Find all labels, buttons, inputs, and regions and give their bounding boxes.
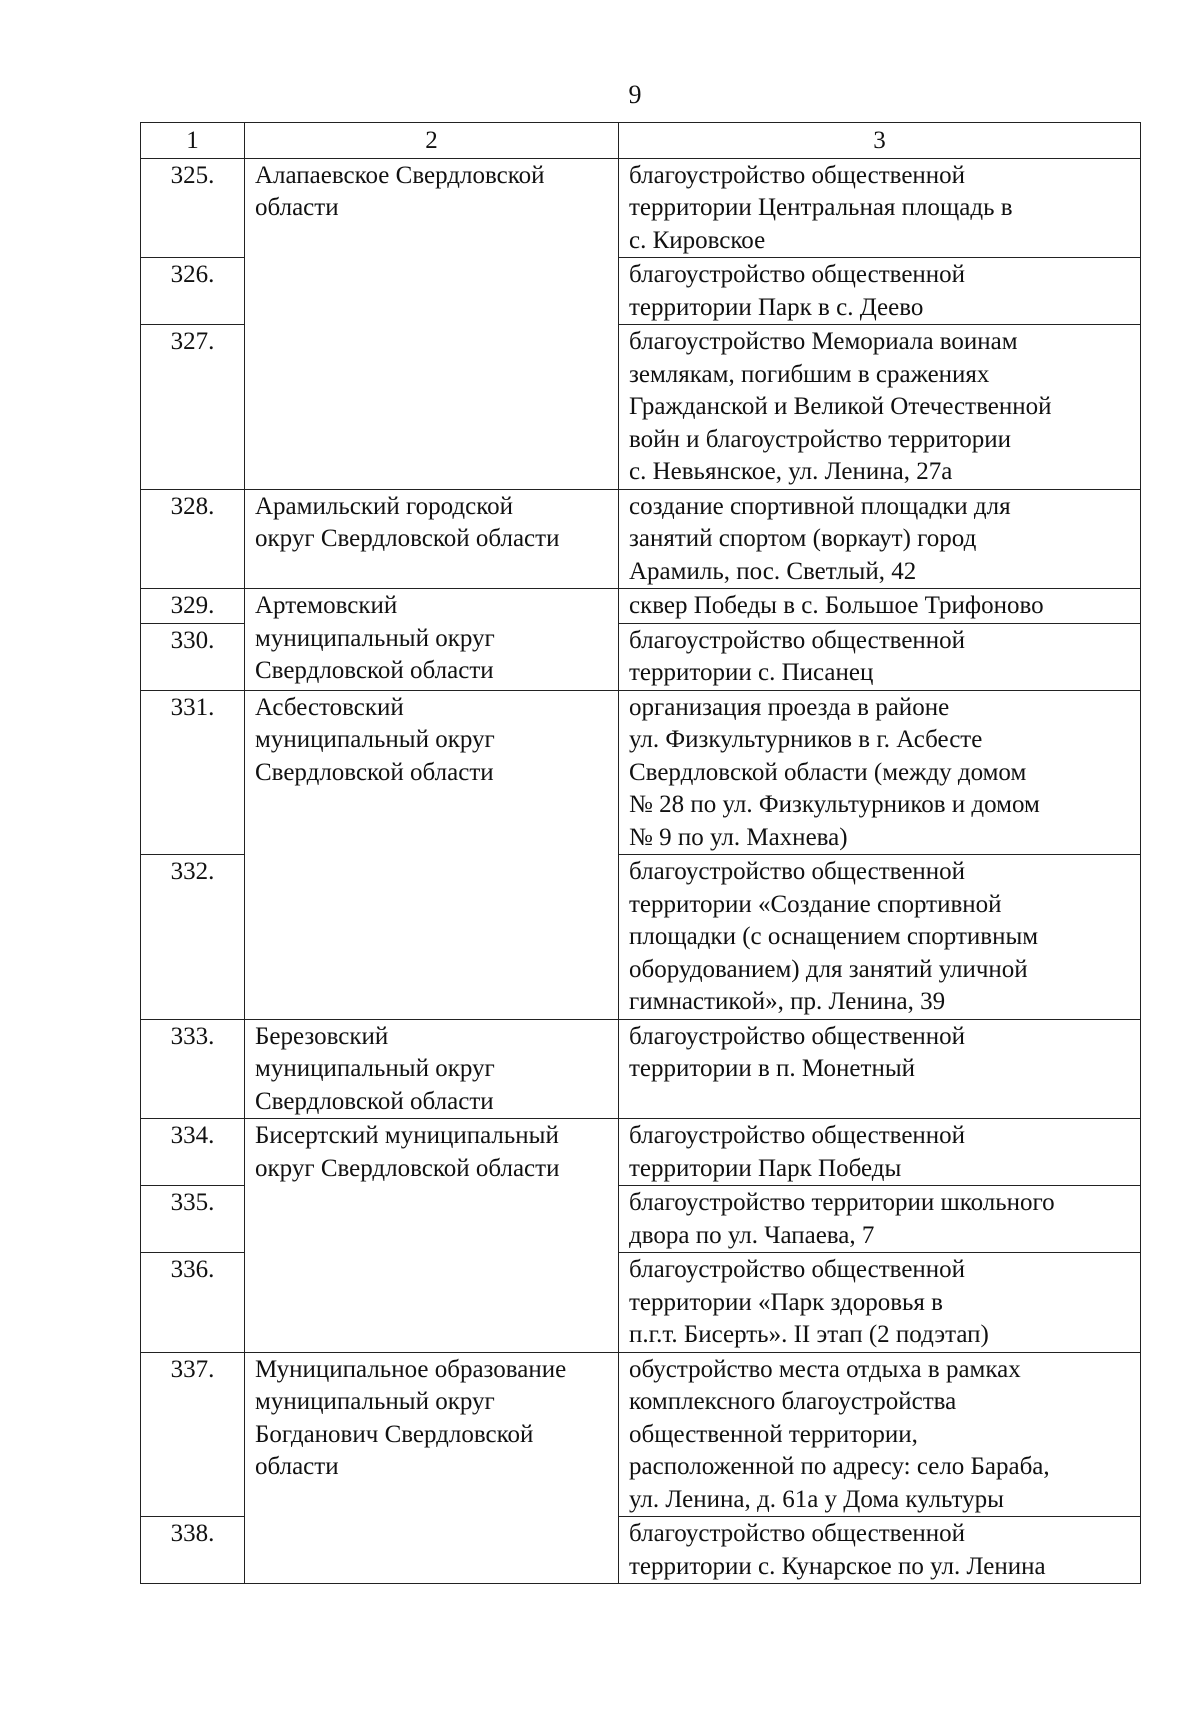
row-number: 329. — [141, 589, 245, 624]
column-header-2: 2 — [245, 123, 619, 159]
description-cell: благоустройство общественной территории Парк в с. Деево — [619, 258, 1141, 325]
table-row — [141, 489, 1141, 589]
header-row — [141, 123, 1141, 159]
projects-table — [140, 122, 1141, 1584]
description-cell: благоустройство общественной территории «Парк здоровья в п.г.т. Бисерть». II этап (2 подэтап) — [619, 1253, 1141, 1353]
row-number: 325. — [141, 158, 245, 258]
row-number: 332. — [141, 855, 245, 1020]
description-cell: благоустройство общественной территории в п. Монетный — [619, 1019, 1141, 1119]
table-row — [141, 1352, 1141, 1517]
row-number: 331. — [141, 690, 245, 855]
row-number: 335. — [141, 1186, 245, 1253]
row-number: 330. — [141, 623, 245, 690]
description-cell: создание спортивной площадки для занятий спортом (воркаут) город Арамиль, пос. Светлый, 42 — [619, 489, 1141, 589]
description-cell: благоустройство территории школьного двора по ул. Чапаева, 7 — [619, 1186, 1141, 1253]
municipality-cell: Бисертский муниципальный округ Свердловской области — [245, 1119, 619, 1353]
column-header-3: 3 — [619, 123, 1141, 159]
description-cell: благоустройство общественной территории Центральная площадь в с. Кировское — [619, 158, 1141, 258]
municipality-cell: Артемовский муниципальный округ Свердловской области — [245, 589, 619, 691]
row-number: 328. — [141, 489, 245, 589]
description-cell: организация проезда в районе ул. Физкультурников в г. Асбесте Свердловской области (между домом № 28 по ул. Физкультурников и домом № 9 по ул. Махнева) — [619, 690, 1141, 855]
municipality-cell: Муниципальное образование муниципальный округ Богданович Свердловской области — [245, 1352, 619, 1584]
municipality-cell: Асбестовский муниципальный округ Свердловской области — [245, 690, 619, 1019]
row-number: 326. — [141, 258, 245, 325]
description-cell: благоустройство общественной территории «Создание спортивной площадки (с оснащением спортивным оборудованием) для занятий уличной гимнастикой», пр. Ленина, 39 — [619, 855, 1141, 1020]
table-row — [141, 1119, 1141, 1186]
municipality-cell: Арамильский городской округ Свердловской области — [245, 489, 619, 589]
description-cell: благоустройство общественной территории с. Кунарское по ул. Ленина — [619, 1517, 1141, 1584]
municipality-cell: Березовский муниципальный округ Свердловской области — [245, 1019, 619, 1119]
table-row — [141, 589, 1141, 624]
description-cell: благоустройство Мемориала воинам землякам, погибшим в сражениях Гражданской и Великой Отечественной войн и благоустройство территории с. Невьянское, ул. Ленина, 27а — [619, 325, 1141, 490]
row-number: 327. — [141, 325, 245, 490]
municipality-cell: Алапаевское Свердловской области — [245, 158, 619, 489]
row-number: 333. — [141, 1019, 245, 1119]
description-cell: обустройство места отдыха в рамках комплексного благоустройства общественной территории, расположенной по адресу: село Бараба, ул. Ленина, д. 61а у Дома культуры — [619, 1352, 1141, 1517]
column-header-1: 1 — [141, 123, 245, 159]
table-row — [141, 690, 1141, 855]
row-number: 338. — [141, 1517, 245, 1584]
table-body — [141, 158, 1141, 1584]
table-row — [141, 158, 1141, 258]
row-number: 334. — [141, 1119, 245, 1186]
table-row — [141, 1019, 1141, 1119]
description-cell: благоустройство общественной территории с. Писанец — [619, 623, 1141, 690]
row-number: 336. — [141, 1253, 245, 1353]
table-header — [141, 123, 1141, 159]
description-cell: благоустройство общественной территории Парк Победы — [619, 1119, 1141, 1186]
row-number: 337. — [141, 1352, 245, 1517]
description-cell: сквер Победы в с. Большое Трифоново — [619, 589, 1141, 624]
page-number: 9 — [628, 80, 642, 109]
